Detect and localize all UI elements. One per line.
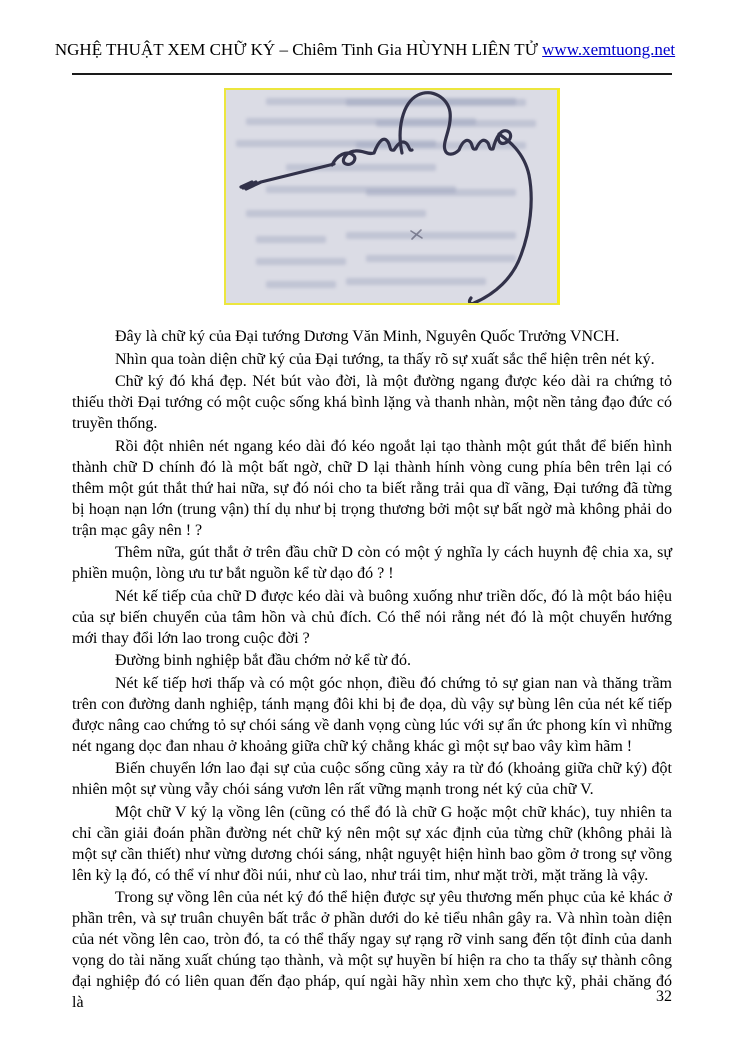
header-rule [72, 73, 672, 75]
page-number: 32 [656, 988, 672, 1005]
header-link[interactable]: www.xemtuong.net [542, 40, 676, 59]
scan-artifact [411, 230, 422, 239]
paragraph: Nét kế tiếp hơi thấp và có một góc nhọn, điều đó chứng tỏ sự gian nan và thăng trầm trên con đường danh nghiệp, tánh mạng đôi khi bị đe dọa, dù vậy sự bùng lên của nét kế tiếp được nâng cao chứng tỏ sự chói sáng về danh vọng cùng lúc với sự ẩn ức phong kín vì những nét ngang dọc đan nhau ở khoảng giữa chữ ký chẳng khác gì một sự bao vây kìm hãm ! [72, 674, 672, 755]
signature-scan-image [224, 88, 560, 305]
page-header [0, 40, 730, 60]
paragraph: Đây là chữ ký của Đại tướng Dương Văn Minh, Nguyên Quốc Trưởng VNCH. [115, 328, 620, 345]
paragraph: Biến chuyển lớn lao đại sự của cuộc sống cũng xảy ra từ đó (khoảng giữa chữ ký) đột nhiên một sự vùng vẫy chói sáng vươn lên rất vững mạnh trong nét ký của chữ V. [72, 760, 672, 798]
paragraph: Chữ ký đó khá đẹp. Nét bút vào đời, là một đường ngang được kéo dài ra chứng tỏ thiếu thời Đại tướng có một cuộc sống khá bình lặng và thanh nhàn, một nền tảng đạo đức có truyền thống. [72, 373, 672, 432]
signature-stroke [241, 164, 334, 189]
paragraph: Rồi đột nhiên nét ngang kéo dài đó kéo ngoắt lại tạo thành một gút thắt để biến hình thành chữ D chính đó là một bất ngờ, chữ D lại thành hính vòng cung phía bên trên lại có thêm một gút thắt thứ hai nữa, sự đó nói cho ta biết rằng trải qua dĩ vãng, Đại tướng đã từng bị hoạn nạn lớn (trung vận) thí dụ như bị trọng thương bởi một sự bất ngờ mà không phải do trận mạc gây nên ! ? [72, 437, 672, 539]
signature-stroke [400, 93, 531, 304]
paragraph: Thêm nữa, gút thắt ở trên đầu chữ D còn có một ý nghĩa ly cách huynh đệ chia xa, sự phiền muộn, lòng ưu tư bắt nguồn kể từ dạo đó ? ! [72, 544, 672, 582]
paragraph: Nhìn qua toàn diện chữ ký của Đại tướng, ta thấy rõ sự xuất sắc thể hiện trên nét ký. [115, 350, 655, 368]
document-body [72, 326, 672, 1015]
signature-svg [226, 90, 560, 305]
paragraph: Trong sự vồng lên của nét ký đó thể hiện được sự yêu thương mến phục của kẻ khác ở phần trên, và sự truân chuyên bất trắc ở phần dưới do kẻ tiểu nhân gây ra. Và nhìn toàn diện của nét vồng lên cao, tròn đó, ta có thể thấy ngay sự rạng rỡ vinh sang đến tột đỉnh của danh vọng do tài năng xuất chúng tạo thành, và một sự huyền bí hiện ra cho ta thấy sự thành công đại nghiệp đó có liên quan đến đạo pháp, quí ngài hãy nhìn xem cho thực kỹ, phải chăng đó là [72, 889, 672, 1011]
header-title: NGHỆ THUẬT XEM CHỮ KÝ – Chiêm Tinh Gia HÙYNH LIÊN TỬ [54, 40, 543, 59]
paragraph: Nét kế tiếp của chữ D được kéo dài và buông xuống như triền dốc, đó là một báo hiệu của sự biến chuyển của tâm hồn và chủ đích. Có thể nói rằng nét đó là một chuyển hướng mới thay đổi lớn lao trong cuộc đời ? [72, 587, 672, 647]
paragraph: Một chữ V ký lạ vồng lên (cũng có thể đó là chữ G hoặc một chữ khác), tuy nhiên ta chỉ cần giải đoán phần đường nét chữ ký nên một sự xác định của từng chữ (không phải là một sự cần thiết) như vừng dương chói sáng, nhật nguyệt hiện hình bao gồm ở trong sự vồng lên kỳ lạ đó, có thể ví như đồi núi, như cù lao, như trái tim, như mặt trời, mặt trăng là vậy. [72, 803, 672, 884]
paragraph: Đường binh nghiệp bắt đầu chớm nở kể từ đó. [115, 652, 412, 669]
